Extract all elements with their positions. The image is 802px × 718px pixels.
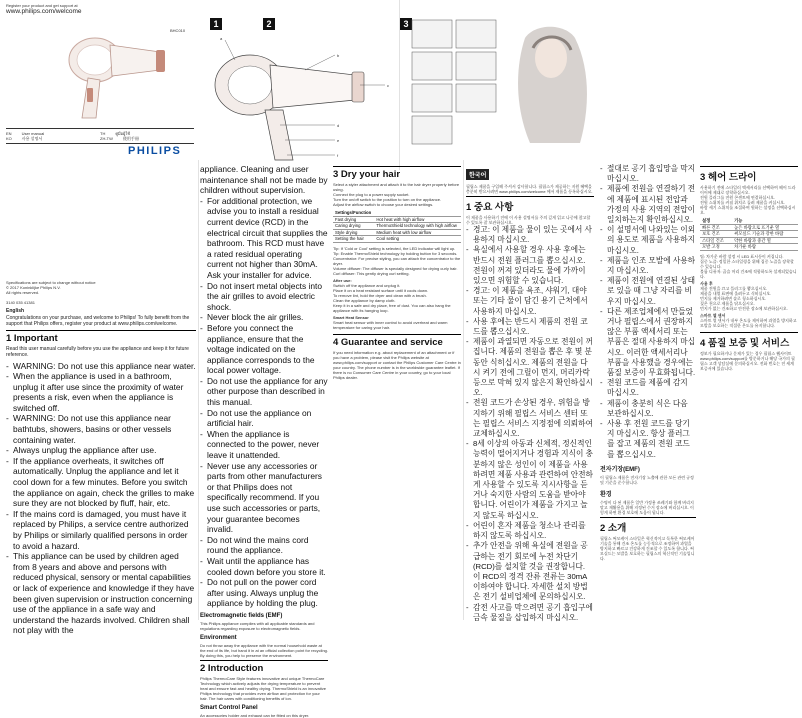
lang-row-zh: ZH-TW 使用手冊 xyxy=(100,136,139,141)
en-column-2 xyxy=(200,164,328,718)
ko-intro: 필립스 제품을 구입해 주셔서 감사합니다. 필립스가 제공하는 지원 혜택을 충분히 받으시려면 www.philips.com/welcome 에서 제품을 등록하십시오. xyxy=(466,184,593,194)
en-intro: Congratulations on your purchase, and welcome to Philips! To fully benefit from the support that Philips offers, register your product at www.philips.com/welcome. xyxy=(6,314,190,327)
fig1-label-d: d xyxy=(337,123,340,128)
en-bullet: - Do not pull on the power cord after using. Always unplug the appliance by holding the plug. xyxy=(200,577,328,609)
ko-bullet: - 제품이 충분히 식은 다음 보관하십시오. xyxy=(600,399,696,419)
fig2-panel-grid xyxy=(410,18,500,153)
ko-heading-smart-heat: 스마트 열 센서 xyxy=(700,312,726,318)
en-after-steps xyxy=(333,283,461,313)
ko-bullet: - 어린이 혼자 제품을 청소나 관리를 하지 않도록 하십시오. xyxy=(466,521,594,541)
en-bullet: - Do not use the appliance for any other purpose than described in this manual. xyxy=(200,376,328,408)
ko-smart-heat-text: 스마트 열 센서가 내부 온도를 제어하여 과열을 방지하고 모발을 보호하는 적절한 온도를 유지합니다. xyxy=(700,317,797,328)
ko-settings-table xyxy=(700,218,798,251)
table-row: Caring drying ThermoShield technology with high airflow xyxy=(333,223,461,230)
brand-logo: PHILIPS xyxy=(128,145,182,157)
ko-dry-step: 바람 세기 스위치를 조절하여 원하는 설정을 선택하십시오. xyxy=(700,205,796,215)
ko-after-step: 먼지를 제거하려면 솔로 청소하십시오. xyxy=(700,295,767,301)
ko-bullet: - 전원 코드가 손상된 경우, 위험을 방지하기 위해 필립스 서비스 센터 또는 필립스 서비스 지정점에 의뢰하여 교체하십시오. xyxy=(466,398,594,439)
hair-dryer-illustration xyxy=(60,30,170,125)
en-bullet: - Always unplug the appliance after use. xyxy=(6,445,196,456)
ko-after-step: 제품 전원을 끄고 플러그를 뽑으십시오. xyxy=(700,285,768,291)
en-heading-environment: Environment xyxy=(200,634,237,641)
ko-bullet: - 8세 이상의 아동과 신체적, 정신적인 능력이 떨어지거나 경험과 지식이 충분하지 않은 성인이 이 제품을 사용하려면 제품 사용과 관련하여 안전하게 사용할 수 있도록 지시사항을 듣거나 숙지한 사람의 도움을 받아야 합니다. 어린이가 제품을 가지고 놀지 않도록 하십시오. xyxy=(466,439,594,521)
ko-bullet: - 제품이 전원에 연결된 상태로 있을 때 그냥 자리를 비우지 마십시오. xyxy=(600,276,696,307)
ko-tips xyxy=(700,254,798,279)
en-settings-table xyxy=(333,210,461,243)
en-heading-smart-heat: Smart Heat Sensor xyxy=(333,314,369,320)
fig1-label-b: b xyxy=(337,53,340,58)
en-tip: Tip: If 'Cold or Cool' setting is selected, the LED indicator will light up. xyxy=(333,245,456,251)
en-dry-step: Select a styler attachment and attach it to the hair dryer properly before using. xyxy=(333,182,460,192)
en-bullet: - If the appliance overheats, it switches off automatically. Unplug the appliance and let it cool down for a few minutes. Before you switch the appliance on again, check the grilles to make sure they are not blocked by fluff, hair, etc. xyxy=(6,456,196,509)
column-separator xyxy=(198,160,199,620)
table-row: Style drying Medium heat with low airflow xyxy=(333,229,461,236)
en-bullet-list-2 xyxy=(200,164,328,609)
en-tip: Concentrator: For precise styling, you can attach the concentrator to the dryer. xyxy=(333,255,461,266)
en-guarantee-text: If you need information e.g. about replacement of an attachment or if you have a problem, please visit the Philips website at www.philips.com/support or contact the Philips Customer Care Centre in your country. The phone number is in the worldwide guarantee leaflet. If there is no Consumer Care Centre in your country, go to your local Philips dealer. xyxy=(333,349,461,380)
fig-number-3: 3 xyxy=(400,18,412,30)
en-bullet-list-1 xyxy=(6,361,196,636)
table-row: 모발 고정 차가운 바람 xyxy=(700,244,798,251)
ko-bullet: - 이 설명서에 나와있는 이외의 용도로 제품을 사용하지 마십시오. xyxy=(600,225,696,256)
table-row: Fast drying Hot heat with high airflow xyxy=(333,216,461,223)
fig1-label-f: f xyxy=(337,153,339,158)
ko-bullet: - 전원 코드를 제품에 감지 마십시오. xyxy=(600,378,696,398)
en-bullet: - When the appliance is connected to the power, never leave it unattended. xyxy=(200,429,328,461)
ko-intro-text: 필립스 써모케어 스타일은 혁신적이고 독특한 써모케어 기술을 통해 건조 온도를 능동적으로 조정하여 과열을 방지하고 빠르고 건강하게 건조할 수 있도록 합니다. 써모실드는 모발을 보호하는 필립스의 혁신적인 기술입니다. xyxy=(600,535,695,561)
ko-env-text: 수명이 다 된 제품은 일반 가정용 쓰레기와 함께 버리지 말고 재활용을 위해 지정된 수거 장소에 버리십시오. 이렇게 하면 환경 보호에 도움이 됩니다. xyxy=(600,499,694,515)
en-tips xyxy=(333,246,461,276)
register-text: Register your product and get support at xyxy=(6,3,78,8)
fig1-label-e: e xyxy=(337,138,340,143)
lang-row-ko: KO 사용 설명서 xyxy=(6,136,43,141)
ko-bullet: - 욕실에서 사용할 경우 사용 후에는 반드시 전원 플러그를 뽑으십시오. 전원이 꺼져 있더라도 물에 가까이 있으면 위험할 수 있습니다. xyxy=(466,245,594,286)
en-bullet: - Do not wind the mains cord round the appliance. xyxy=(200,535,328,556)
ko-bullet: - 감전 사고를 막으려면 공기 흡입구에 금속 물질을 삽입하지 마십시오. xyxy=(466,603,594,623)
ko-heading-dry-hair: 3 헤어 드라이 xyxy=(700,166,798,183)
ko-guarantee-text: 정보가 필요하거나 문제가 있는 경우 필립스 웹사이트 www.philips.com/support를 방문하거나 해당 국가의 필립스 고객 상담실에 문의하십시오. 전화 번호는 전 세계 보증서에 있습니다. xyxy=(700,350,795,371)
en-intro-text: Philips ThermoCare Style features innovative and unique ThermoCare Technology which actively adjusts the drying temperature to prevent heat and ensure fast and healthy drying. ThermoShield is an innovative Philips technology that provides even airflow and protection for your hair. The hair cares with conditioning benefits of ion. xyxy=(200,675,327,701)
table-row: Setting the hair Cool setting xyxy=(333,236,461,243)
ko-tip: 팁: 차가운 바람 설정 시 LED 표시등이 켜집니다. xyxy=(700,253,784,259)
ko-tip: 집중 노즐: 정밀한 스타일링을 위해 집중 노즐을 장착할 수 있습니다. xyxy=(700,258,794,269)
en-bullet: - Never use any accessories or parts from other manufacturers or that Philips does not specifically recommend. If you use such accessories or parts, your guarantee becomes invalid. xyxy=(200,461,328,535)
en-column-3 xyxy=(333,164,461,620)
welcome-url[interactable]: www.philips.com/welcome xyxy=(6,8,82,15)
en-bullet: - Before you connect the appliance, ensure that the voltage indicated on the appliance corresponds to the local power voltage. xyxy=(200,323,328,376)
figure-page-separator xyxy=(399,0,400,170)
table-row: Settings/Function xyxy=(333,210,461,216)
ko-dry-step: 전원 스위치를 켜짐 위치로 돌려 제품을 켜십시오. xyxy=(700,200,786,205)
hair-model-illustration xyxy=(505,18,597,148)
en-language-title: English xyxy=(6,308,25,314)
ko-after-steps xyxy=(700,286,798,311)
ko-language-title: 한국어 xyxy=(466,169,489,180)
ko-heading-introduction: 2 소개 xyxy=(600,517,696,534)
ko-after-step: 제품을 내열 표면에 올려두고 식히십시오. xyxy=(700,290,772,296)
ko-dry-steps xyxy=(700,185,798,215)
table-row: 스타일 건조 약한 바람과 중간 열 xyxy=(700,237,798,244)
en-heading-important: 1 Important xyxy=(6,330,196,344)
doc-code: 3140 035 41381 xyxy=(6,300,35,305)
en-bullet: - When the appliance is used in a bathroom, unplug it after use since the proximity of water presents a risk, even when the appliance is switched off. xyxy=(6,371,196,413)
en-bullet: - WARNING: Do not use this appliance near bathtubs, showers, basins or other vessels containing water. xyxy=(6,413,196,445)
ko-heading-emf: 전자기장(EMF) xyxy=(600,466,640,473)
ko-after-step: 먼지가 없는 건조하고 안전한 장소에 보관하십시오. xyxy=(700,305,788,311)
en-heading-introduction: 2 Introduction xyxy=(200,660,328,674)
en-after-step: Clean the appliance by damp cloth. xyxy=(333,297,396,303)
fig-number-1: 1 xyxy=(210,18,222,30)
rights: All rights reserved. xyxy=(6,290,40,295)
fig-number-2: 2 xyxy=(263,18,275,30)
en-after-step: Keep it in a safe and dry place, free of dust. You can also hang the appliance with its hanging loop. xyxy=(333,302,451,313)
ko-read-first: 이 제품을 사용하기 전에 이 사용 설명서를 주의 깊게 읽고 나중에 참고할 수 있도록 잘 보관하십시오. xyxy=(466,215,591,225)
en-heading-guarantee: 4 Guarantee and service xyxy=(333,334,461,348)
en-after-step: Place it on a heat resistant surface until it cools down. xyxy=(333,287,429,293)
ko-heading-guarantee: 4 품질 보증 및 서비스 xyxy=(700,332,798,349)
spec-note: Specifications are subject to change without notice xyxy=(6,280,96,285)
ko-bullet: - 다른 제조업체에서 만들었거나 필립스에서 권장하지 않은 부품 액세서리 또는 부품은 절대 사용하지 마십시오. 이러한 액세서리나 부품을 사용했을 경우에는 품질 보증이 무효화됩니다. xyxy=(600,307,696,378)
lang-table xyxy=(6,126,194,146)
en-heading-smart-control: Smart Control Panel xyxy=(200,704,258,711)
en-bullet: - Never block the air grilles. xyxy=(200,312,328,323)
ko-heading-environment: 환경 xyxy=(600,491,612,498)
en-after-step: Switch off the appliance and unplug it. xyxy=(333,282,401,288)
en-column-1 xyxy=(6,286,196,636)
lang-row-en: EN User manual xyxy=(6,131,45,136)
en-continued-text: appliance. Cleaning and user maintenance shall not be made by children without supervision. xyxy=(200,164,328,196)
model-number: BHC010 xyxy=(170,28,186,33)
en-heading-dry-hair: 3 Dry your hair xyxy=(333,166,461,180)
en-bullet: - Do not insert metal objects into the air grilles to avoid electric shock. xyxy=(200,281,328,313)
ko-bullet: - 사용 후 전원 코드를 당기지 마십시오. 항상 플러그를 잡고 제품의 전원 코드를 뽑으십시오. xyxy=(600,419,696,460)
en-bullet: - For additional protection, we advise you to install a residual current device (RCD) in the electrical circuit that supplies the bathroom. This RCD must have a rated residual operating current not higher than 30mA. Ask your installer for advice. xyxy=(200,196,328,281)
en-after-use-label: After use: xyxy=(333,277,352,283)
ko-bullet: - 제품에 전원을 연결하기 전에 제품에 표시된 전압과 가정의 사용 지역의 전압이 일치하는지 확인하십시오. xyxy=(600,184,696,225)
en-bullet: - Do not use the appliance on artificial hair. xyxy=(200,408,328,429)
ko-bullet: - 경고: 이 제품을 욕조, 샤워기, 대야 또는 기타 물이 담긴 용기 근처에서 사용하지 마십시오. xyxy=(466,286,594,317)
fig2-steps-illustration xyxy=(410,18,500,148)
fig1-label-c: c xyxy=(387,83,389,88)
ko-after-step: 젖은 천으로 제품을 닦으십시오. xyxy=(700,300,755,306)
en-bullet: - WARNING: Do not use this appliance near water. xyxy=(6,361,196,372)
en-bullet: - If the mains cord is damaged, you must have it replaced by Philips, a service centre authorized by Philips or similarly qualified persons in order to avoid a hazard. xyxy=(6,509,196,551)
ko-after-use-label: 사용 후 xyxy=(700,280,713,286)
copyright: © 2017 Koninklijke Philips N.V. xyxy=(6,285,61,290)
fig1-label-a: a xyxy=(220,36,223,41)
ko-bullet: - 제품을 인조 모발에 사용하지 마십시오. xyxy=(600,256,696,276)
table-row: 빠른 건조 높은 바람으로 뜨거운 열 xyxy=(700,224,798,231)
ko-bullet-list-1 xyxy=(466,225,594,623)
ko-bullet: - 경고: 이 제품을 물이 있는 곳에서 사용하지 마십시오. xyxy=(466,225,594,245)
dryer-parts-diagram xyxy=(205,30,400,165)
table-row: 설정 기능 xyxy=(700,218,798,224)
column-separator xyxy=(463,160,464,620)
en-bullet: - This appliance can be used by children aged from 8 years and above and persons with reduced physical, sensory or mental capabilities or lack of experience and knowledge if they have been given supervision or instruction concerning use of the appliance in a safe way and understand the hazards involved. Children shall not play with the xyxy=(6,551,196,636)
en-emf-text: This Philips appliance complies with all applicable standards and regulations regarding exposure to electromagnetic fields. xyxy=(200,620,315,631)
en-env-text: Do not throw away the appliance with the normal household waste at the end of its life, but hand it in at an official collection point for recycling. By doing this, you help to preserve the environment. xyxy=(200,642,328,658)
en-bullet: - Wait until the appliance has cooled down before you store it. xyxy=(200,556,328,577)
en-dry-steps xyxy=(333,182,461,207)
ko-column-1 xyxy=(466,164,594,620)
ko-heading-important: 1 중요 사항 xyxy=(466,196,594,213)
en-dry-step: Turn the on/off switch to the position to turn on the appliance. xyxy=(333,197,442,202)
ko-dry-step: 사용하기 전에 스타일러 액세서리를 선택하여 헤어 드라이어에 제대로 장착하십시오. xyxy=(700,185,796,195)
ko-bullet: - 추가 안전을 위해 욕실에 전원을 공급하는 전기 회로에 누전 차단기(RCD)를 설치할 것을 권장합니다. 이 RCD의 정격 잔류 전류는 30mA 이하여야 합니다. 자세한 설치 방법은 전기 설비업체에 문의하십시오. xyxy=(466,541,594,602)
ko-bullet: - 절대로 공기 흡입망을 막지 마십시오. xyxy=(600,164,696,184)
ko-bullet-list-2 xyxy=(600,164,696,460)
en-read-first: Read this user manual carefully before you use the appliance and keep it for future reference. xyxy=(6,345,189,358)
ko-tip: 볼륨 디퓨저: 곱슬 머리 건조에 적합하도록 설계되었습니다. xyxy=(700,268,797,279)
table-row: 보호 건조 써모실드 기술과 강한 바람 xyxy=(700,231,798,238)
en-dry-step: Connect the plug to a power supply socket. xyxy=(333,192,410,197)
lang-row-th: TH คู่มือผู้ใช้ xyxy=(100,131,131,136)
en-after-step: To remove lint, hold the dryer and clean with a brush. xyxy=(333,292,427,298)
ko-bullet: - 사용 후에는 반드시 제품의 전원 코드를 뽑으십시오. xyxy=(466,317,594,337)
ko-column-2 xyxy=(600,164,696,620)
ko-emf-text: 이 필립스 제품은 전자기장 노출에 관한 모든 관련 규정 및 기준을 준수합니다. xyxy=(600,474,694,485)
ko-column-3 xyxy=(700,164,798,620)
en-dry-step: Adjust the airflow switch to choose your desired settings. xyxy=(333,202,434,207)
en-tip: Curl diffuser: This gently drying curl setting. xyxy=(333,270,410,276)
en-heading-emf: Electromagnetic fields (EMF) xyxy=(200,612,283,619)
en-smart-control-text: An accessories holder and exhaust can be fitted on this dryer. xyxy=(200,712,310,718)
en-tip: Volume diffuser: The diffuser is specially designed for drying curly hair. xyxy=(333,265,458,271)
en-smart-heat-text: Smart heat sensor with inner control to avoid overheat and warm temperature for caring your hair. xyxy=(333,319,448,330)
ko-bullet: - 제품이 과열되면 자동으로 전원이 꺼집니다. 제품의 전원을 뽑은 후 몇 분 동안 식히십시오. 제품의 전원을 다시 켜기 전에 그릴이 먼지, 머리카락 등으로 막혀 있지 않은지 확인하십시오. xyxy=(466,337,594,398)
ko-dry-step: 전원 플러그를 전원 콘센트에 연결하십시오. xyxy=(700,195,776,200)
en-tip: Tip: Enable ThermoShield technology by holding button for 3 seconds. xyxy=(333,250,458,256)
